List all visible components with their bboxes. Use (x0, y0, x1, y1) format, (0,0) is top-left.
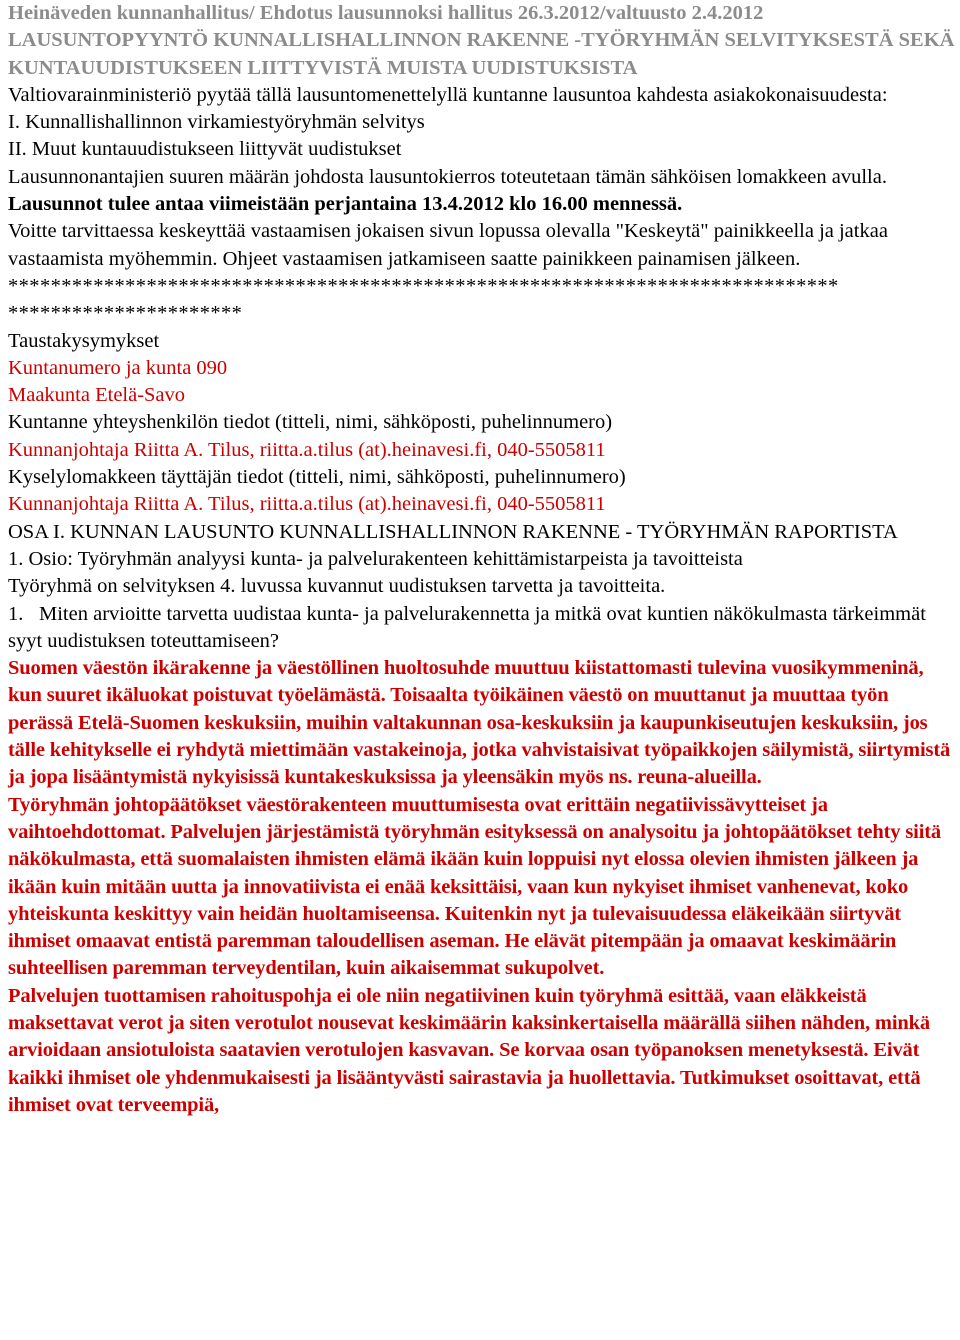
part1-heading: OSA I. KUNNAN LAUSUNTO KUNNALLISHALLINNON RAKENNE - TYÖRYHMÄN RAPORTISTA (8, 520, 898, 543)
filler-label: Kyselylomakkeen täyttäjän tiedot (titteli, nimi, sähköposti, puhelinnumero) (8, 466, 626, 489)
section-heading: 1. Osio: Työryhmän analyysi kunta- ja palvelurakenteen kehittämistarpeista ja tavoitteista (8, 547, 743, 570)
question-1 (8, 601, 958, 656)
municipality-value: Kuntanumero ja kunta 090 (8, 356, 228, 379)
intro-paragraph: Valtiovarainministeriö pyytää tällä lausuntomenettelyllä kuntanne lausuntoa kahdesta asiakokonaisuudesta: (8, 83, 888, 106)
separator-line-1: ****************************************************************************** (8, 274, 839, 297)
answer-paragraph-3: Palvelujen tuottamisen rahoituspohja ei ole niin negatiivinen kuin työryhmä esittää, vaan eläkkeistä maksettavat verot ja siten verotulot nousevat keskimäärin kaksinkertaisella määrällä siihen nähden, minkä arvioidaan ansiotuloista saatavien verotulojen kasvavan. Se korvaa osan työpanoksen menetyksestä. Eivät kaikki ihmiset ole yhdenmukaisesti ja lisääntyvästi sairastavia ja huollettavia. Tutkimukset osoittavat, että ihmiset ovat terveempiä, (8, 984, 930, 1116)
topic-item-2: II. Muut kuntauudistukseen liittyvät uudistukset (8, 138, 402, 161)
contact-value: Kunnanjohtaja Riitta A. Tilus, riitta.a.tilus (at).heinavesi.fi, 040-5505811 (8, 438, 606, 461)
answer-paragraph-2: Työryhmän johtopäätökset väestörakenteen muuttumisesta ovat erittäin negatiivissävytteiset ja vaihtoehdottomat. Palvelujen järjestämistä työryhmän esityksessä on analysoitu ja johtopäätökset tehty siitä näkökulmasta, että suomalaisten ihmisten elämä ikään kuin loppuisi nyt elossa olevien ihmisten jälkeen ja ikään kuin mitään uutta ja innovatiivista ei enää keksittäisi, vaan kun nykyiset ihmiset vanhenevat, koko yhteiskunta keskittyy vain heidän huoltamiseensa. Kuitenkin nyt ja tulevaisuudessa eläkeikään siirtyvät ihmiset omaavat entistä paremman taloudellisen aseman. He elävät pitempään ja omaavat keskimäärin suhteellisen paremman terveydentilan, kuin aikaisemmat sukupolvet. (8, 793, 942, 980)
contact-label: Kuntanne yhteyshenkilön tiedot (titteli, nimi, sähköposti, puhelinnumero) (8, 411, 613, 434)
pause-instructions: Voitte tarvittaessa keskeyttää vastaamisen jokaisen sivun lopussa olevalla "Keskeytä" painikkeella ja jatkaa vastaamista myöhemmin. Ohjeet vastaamisen jatkamiseen saatte painikkeen painamisen jälkeen. (8, 220, 888, 270)
consultation-title: LAUSUNTOPYYNTÖ KUNNALLISHALLINNON RAKENNE -TYÖRYHMÄN SELVITYKSESTÄ SEKÄ KUNTAUUDISTUKSEEN LIITTYVISTÄ MUISTA UUDISTUKSISTA (8, 29, 955, 79)
deadline-text: Lausunnot tulee antaa viimeistään perjantaina 13.4.2012 klo 16.00 mennessä. (8, 193, 683, 216)
section-note: Työryhmä on selvityksen 4. luvussa kuvannut uudistuksen tarvetta ja tavoitteita. (8, 575, 666, 598)
question-number: 1. (8, 602, 24, 625)
topic-item-1: I. Kunnallishallinnon virkamiestyöryhmän selvitys (8, 111, 425, 134)
region-value: Maakunta Etelä-Savo (8, 384, 186, 407)
method-text: Lausunnonantajien suuren määrän johdosta lausuntokierros toteutetaan tämän sähköisen lomakkeen avulla. (8, 165, 887, 188)
background-heading: Taustakysymykset (8, 329, 160, 352)
separator-line-2: ********************** (8, 302, 243, 325)
filler-value: Kunnanjohtaja Riitta A. Tilus, riitta.a.tilus (at).heinavesi.fi, 040-5505811 (8, 493, 606, 516)
document-header-line: Heinäveden kunnanhallitus/ Ehdotus lausunnoksi hallitus 26.3.2012/valtuusto 2.4.2012 (8, 2, 764, 24)
method-paragraph (8, 164, 958, 219)
answer-paragraph-1: Suomen väestön ikärakenne ja väestöllinen huoltosuhde muuttuu kiistattomasti tulevina vuosikymmeninä, kun suuret ikäluokat poistuvat työelämästä. Toisaalta työikäinen väestö on muuttanut ja muuttaa työn perässä Etelä-Suomen keskuksiin, muihin valtakunnan osa-keskuksiin ja kaupunkiseutujen keskuksiin, jos tälle kehitykselle ei ryhdytä miettimään vastakeinoja, jotka vahvistaisivat työpaikkojen säilymistä, siirtymistä ja jopa lisääntymistä nykyisissä kuntakeskuksissa ja yleensäkin myös ns. reuna-alueilla. (8, 657, 951, 789)
question-text: Miten arvioitte tarvetta uudistaa kunta- ja palvelurakennetta ja mitkä ovat kuntien näkökulmasta tärkeimmät syyt uudistuksen toteuttamiseen? (8, 602, 926, 652)
